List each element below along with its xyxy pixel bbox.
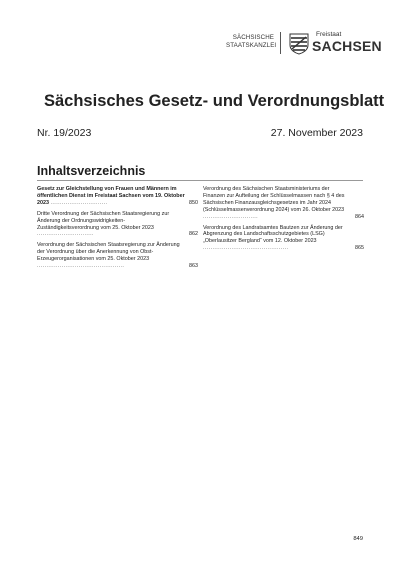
staatskanzlei-logo xyxy=(226,34,277,49)
toc-entry xyxy=(37,186,198,207)
sachsen-label: SACHSEN xyxy=(312,38,382,54)
toc-entry xyxy=(37,211,198,239)
toc-entry-page: 850 xyxy=(189,199,198,206)
toc-entry xyxy=(37,242,198,270)
issue-number: Nr. 19/2023 xyxy=(37,127,92,139)
staatskanzlei-logo-line-2: STAATSKANZLEI xyxy=(226,41,277,49)
toc-heading: Inhaltsverzeichnis xyxy=(37,164,146,178)
toc-entry xyxy=(203,225,364,253)
toc-leader-dots: .............................. xyxy=(37,231,94,238)
toc-column-right xyxy=(203,184,364,256)
page-number: 849 xyxy=(353,536,363,542)
toc-entry xyxy=(203,186,364,221)
publication-title: Sächsisches Gesetz- und Verordnungsblatt xyxy=(44,92,385,110)
toc-entry-text: Verordnung des Landratsamtes Bautzen zur Änderung der Abgrenzung des Landschaftsschutzgebietes (LSG) „Oberlausitzer Bergland“ vom 12. Oktober 2023 xyxy=(203,224,343,245)
toc-entry-text: Verordnung der Sächsischen Staatsregierung zur Änderung der Verordnung über die Anerkennung von Obst-Erzeugerorganisationen vom 25. Oktober 2023 xyxy=(37,242,180,263)
toc-leader-dots: ............................................. xyxy=(203,245,289,252)
toc-divider xyxy=(37,180,363,181)
issue-date: 27. November 2023 xyxy=(270,127,363,139)
toc-leader-dots: .............................................. xyxy=(37,263,125,270)
freistaat-label: Freistaat xyxy=(316,31,342,38)
toc-column-left xyxy=(37,184,198,274)
logo-divider xyxy=(280,32,281,54)
toc-entry-page: 862 xyxy=(189,231,198,238)
toc-leader-dots: ............................. xyxy=(203,213,259,220)
coat-of-arms-icon xyxy=(289,33,309,55)
toc-entry-page: 863 xyxy=(189,263,198,270)
toc-entry-text: Gesetz zur Gleichstellung von Frauen und Männern im öffentlichen Dienst im Freistaat Sachsen vom 19. Oktober 2023 xyxy=(37,186,185,206)
toc-entry-page: 865 xyxy=(355,245,364,252)
staatskanzlei-logo-line-1: SÄCHSISCHE xyxy=(232,34,274,41)
toc-entry-text: Verordnung des Sächsischen Staatsministeriums der Finanzen zur Aufteilung der Schlüsselmassen nach § 4 des Sächsischen Finanzausgleichsgesetzes im Jahr 2024 (Schlüsselmassenverordnung 2024) vom 26. Oktober 2023 xyxy=(203,186,345,213)
toc-entry-page: 864 xyxy=(355,213,364,220)
toc-leader-dots: .............................. xyxy=(50,199,108,206)
toc-entry-text: Dritte Verordnung der Sächsischen Staatsregierung zur Änderung der Ordnungswidrigkeiten-Zuständigkeitsverordnung vom 25. Oktober 2023 xyxy=(37,210,170,231)
